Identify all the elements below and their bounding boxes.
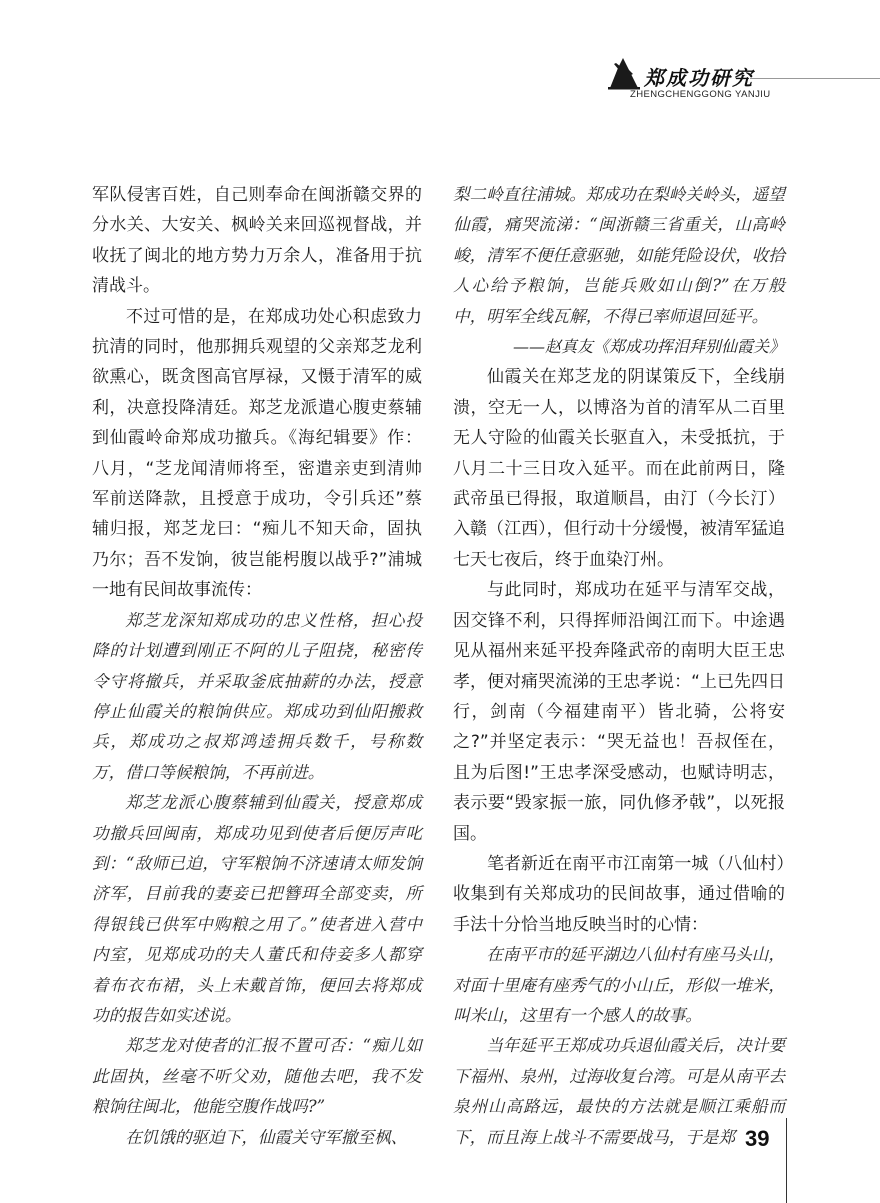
left-column: [92, 180, 422, 1147]
paragraph: 不过可惜的是，在郑成功处心积虑致力抗清的同时，他那拥兵观望的父亲郑芝龙利欲熏心，既贪图高官厚禄，又慑于清军的威利，决意投降清廷。郑芝龙派遣心腹吏蔡辅到仙霞岭命郑成功撤兵。《海纪辑要》作：八月，“芝龙闻清师将至，密遣亲吏到清帅军前送降款，且授意于成功，令引兵还”蔡辅归报，郑芝龙曰：“痴儿不知天命，固执乃尔；吾不发饷，彼岂能枵腹以战乎?”浦城一地有民间故事流传：: [92, 306, 422, 601]
folk-tale-paragraph: 郑芝龙对使者的汇报不置可否：“痴儿如此固执，丝毫不听父劝，随他去吧，我不发粮饷往闽北，他能空腹作战吗?”: [92, 1036, 422, 1117]
paragraph: 军队侵害百姓，自己则奉命在闽浙赣交界的分水关、大安关、枫岭关来回巡视督战，并收抚了闽北的地方势力万余人，准备用于抗清战斗。: [92, 185, 422, 297]
folk-tale-paragraph: 郑芝龙派心腹蔡辅到仙霞关，授意郑成功撤兵回闽南，郑成功见到使者后便厉声叱到：“敌师已迫，守军粮饷不济速请太师发饷济军，目前我的妻妾已把簪珥全部变卖，所得银钱已供军中购粮之用了。”使者进入营中内室，见郑成功的夫人董氏和侍妾多人都穿着布衣布裙，头上未戴首饰，便回去将郑成功的报告如实述说。: [92, 793, 422, 1025]
paragraph: 与此同时，郑成功在延平与清军交战，因交锋不利，只得挥师沿闽江而下。中途遇见从福州来延平投奔隆武帝的南明大臣王忠孝，便对痛哭流涕的王忠孝说：“上已先四日行，剑南（今福建南平）皆北骑，公将安之?”并坚定表示：“哭无益也！吾叔侄在，且为后图!”王忠孝深受感动，也赋诗明志，表示要“毁家振一旅，同仇修矛戟”，以死报国。: [453, 580, 785, 844]
journal-subtitle: ZHENGCHENGGONG YANJIU: [630, 89, 771, 100]
paragraph: 仙霞关在郑芝龙的阴谋策反下，全线崩溃，空无一人，以博洛为首的清军从二百里无人守险的仙霞关长驱直入，未受抵抗，于八月二十三日攻入延平。而在此前两日，隆武帝虽已得报，取道顺昌，由汀（今长汀）入赣（江西），但行动十分缓慢，被清军猛追七天七夜后，终于血染汀州。: [453, 367, 785, 570]
source-attribution: ——赵真友《郑成功挥泪拜别仙霞关》: [512, 337, 785, 357]
paragraph: 笔者新近在南平市江南第一城（八仙村）收集到有关郑成功的民间故事，通过借喻的手法十分恰当地反映当时的心情：: [453, 853, 785, 935]
folk-tale-paragraph: 当年延平王郑成功兵退仙霞关后，决计要下福州、泉州，过海收复台湾。可是从南平去泉州山高路远，最快的方法就是顺江乘船而下，而且海上战斗不需要战马，于是郑: [453, 1036, 785, 1147]
journal-header: [600, 56, 880, 106]
folk-tale-paragraph: 郑芝龙深知郑成功的忠义性格，担心投降的计划遭到刚正不阿的儿子阻挠，秘密传令守将撤兵，并采取釜底抽薪的办法，授意停止仙霞关的粮饷供应。郑成功到仙阳搬救兵，郑成功之叔郑鸿逵拥兵数千，号称数万，借口等候粮饷，不再前进。: [92, 610, 422, 782]
folk-tale-paragraph: 梨二岭直往浦城。郑成功在梨岭关岭头，遥望仙霞，痛哭流涕：“闽浙赣三省重关，山高岭峻，清军不便任意驱驰，如能凭险设伏，收拾人心给予粮饷，岂能兵败如山倒?”在万般中，明军全线瓦解，不得已率师退回延平。: [453, 185, 785, 326]
page-number: 39: [745, 1126, 770, 1151]
page-number-rule: [786, 1118, 787, 1203]
folk-tale-paragraph: 在饥饿的驱迫下，仙霞关守军撤至枫、: [125, 1127, 408, 1147]
journal-title: 郑成功研究: [644, 66, 754, 90]
header-rule: [750, 78, 880, 79]
folk-tale-paragraph: 在南平市的延平湖边八仙村有座马头山，对面十里庵有座秀气的小山丘，形似一堆米，叫米山，这里有一个感人的故事。: [453, 945, 785, 1025]
statue-emblem-icon: [606, 56, 642, 90]
